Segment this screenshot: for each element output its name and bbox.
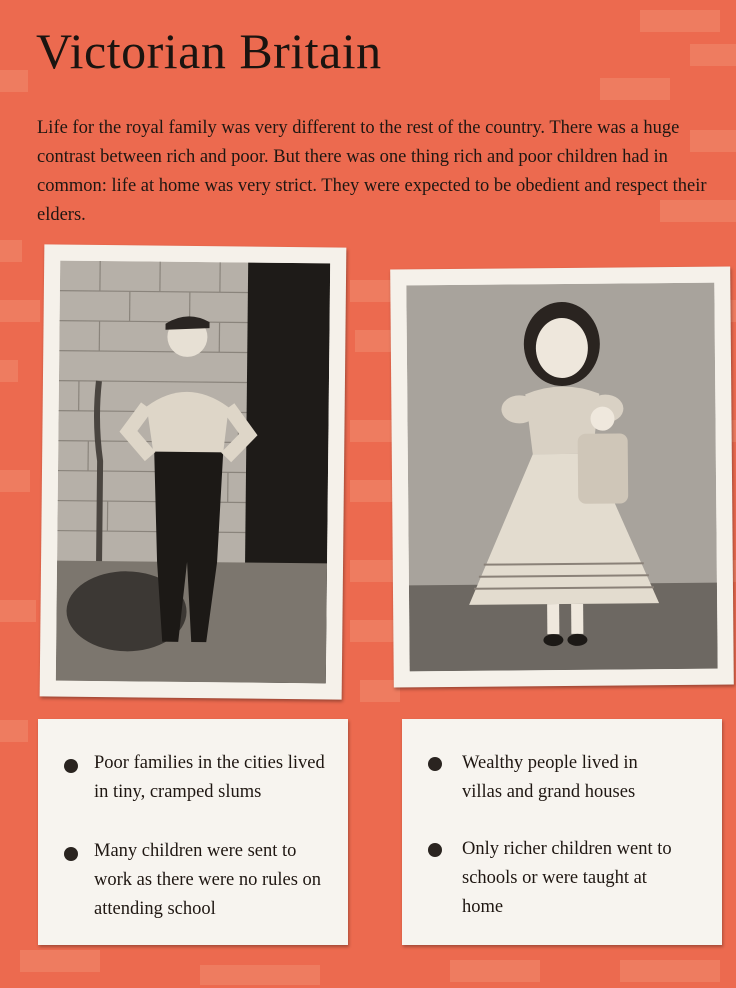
poor-fact-2: Many children were sent to work as there were no rules on attending school xyxy=(94,841,322,919)
poor-boy-illustration xyxy=(40,244,347,699)
bullet-icon xyxy=(64,847,78,861)
rich-fact-1: Wealthy people lived in villas and grand houses xyxy=(462,753,638,802)
rich-facts-box xyxy=(402,719,722,945)
bullet-icon xyxy=(428,757,442,771)
bullet-icon xyxy=(428,843,442,857)
poor-facts-box xyxy=(38,719,348,945)
rich-fact-2: Only richer children went to schools or were taught at home xyxy=(462,839,672,917)
rich-girl-picture xyxy=(406,283,717,672)
page-title: Victorian Britain xyxy=(36,23,382,79)
poor-fact-1: Poor families in the cities lived in tiny, cramped slums xyxy=(94,753,325,802)
bullet-icon xyxy=(64,759,78,773)
rich-girl-illustration xyxy=(390,267,734,688)
intro-paragraph: Life for the royal family was very different to the rest of the country. There was a huge contrast between rich and poor. But there was one thing rich and poor children had in common: life at home was very strict. They were expected to be obedient and respect their elders. xyxy=(37,118,707,225)
poor-boy-picture xyxy=(56,261,330,684)
